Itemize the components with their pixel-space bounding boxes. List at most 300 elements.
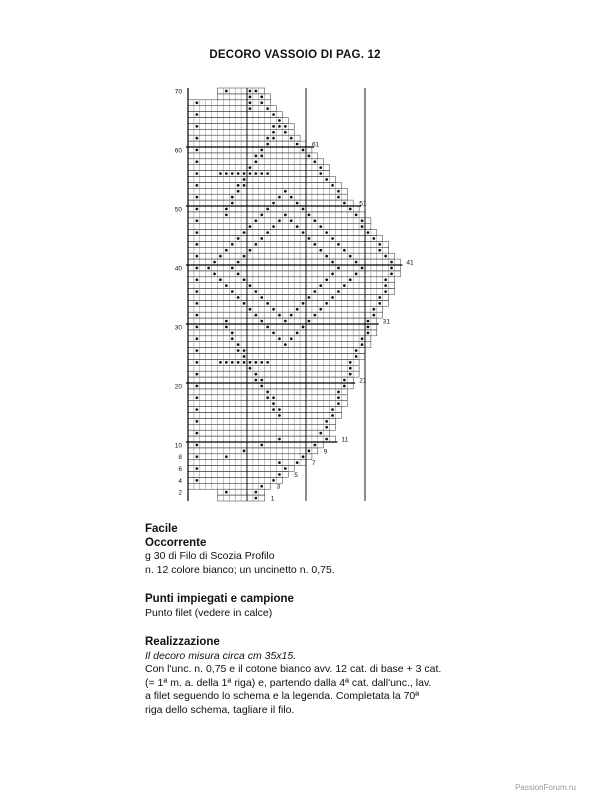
chart-row: [188, 365, 359, 371]
filled-cell-dot: [225, 320, 228, 323]
filled-cell-dot: [243, 355, 246, 358]
filled-cell-dot: [302, 302, 305, 305]
filled-cell-dot: [260, 320, 263, 323]
filled-cell-dot: [272, 131, 275, 134]
row-label-right: 11: [341, 436, 349, 444]
filled-cell-dot: [196, 408, 199, 411]
row-label-right: 51: [359, 200, 367, 208]
filled-cell-dot: [278, 461, 281, 464]
chart-row: [188, 454, 312, 460]
filled-cell-dot: [255, 314, 258, 317]
filled-cell-dot: [255, 497, 258, 500]
chart-row: [188, 371, 359, 377]
chart-row: [188, 118, 288, 124]
filled-cell-dot: [255, 373, 258, 376]
filled-cell-dot: [255, 290, 258, 293]
filled-cell-dot: [260, 361, 263, 364]
row-label-right: 3: [276, 483, 281, 491]
filled-cell-dot: [272, 332, 275, 335]
filled-cell-dot: [196, 361, 199, 364]
filled-cell-dot: [290, 219, 293, 222]
filled-cell-dot: [249, 107, 252, 110]
filled-cell-dot: [266, 172, 269, 175]
filled-cell-dot: [249, 361, 252, 364]
filled-cell-dot: [196, 326, 199, 329]
filled-cell-dot: [325, 426, 328, 429]
filled-cell-dot: [278, 414, 281, 417]
filled-cell-dot: [355, 349, 358, 352]
filled-cell-dot: [213, 273, 216, 276]
filled-cell-dot: [302, 149, 305, 152]
filled-cell-dot: [266, 361, 269, 364]
filled-cell-dot: [284, 214, 287, 217]
filled-cell-dot: [196, 444, 199, 447]
filled-cell-dot: [207, 267, 210, 270]
row-label-right: 1: [270, 495, 275, 503]
filled-cell-dot: [260, 485, 263, 488]
filled-cell-dot: [237, 349, 240, 352]
filled-cell-dot: [196, 396, 199, 399]
filled-cell-dot: [272, 308, 275, 311]
chart-row: [188, 253, 395, 259]
filled-cell-dot: [196, 349, 199, 352]
filled-cell-dot: [331, 296, 334, 299]
filled-cell-dot: [255, 172, 258, 175]
filled-cell-dot: [249, 166, 252, 169]
filled-cell-dot: [272, 225, 275, 228]
filled-cell-dot: [196, 149, 199, 152]
filled-cell-dot: [196, 101, 199, 104]
filled-cell-dot: [225, 326, 228, 329]
chart-row: [188, 442, 324, 448]
filled-cell-dot: [337, 396, 340, 399]
filled-cell-dot: [243, 361, 246, 364]
filled-cell-dot: [302, 208, 305, 211]
size-note: Il decoro misura circa cm 35x15.: [145, 649, 297, 662]
filled-cell-dot: [196, 125, 199, 128]
filled-cell-dot: [249, 96, 252, 99]
materials-heading: Occorrente: [145, 536, 207, 549]
filled-cell-dot: [343, 284, 346, 287]
filled-cell-dot: [349, 208, 352, 211]
filled-cell-dot: [302, 231, 305, 234]
filled-cell-dot: [196, 208, 199, 211]
filled-cell-dot: [278, 408, 281, 411]
filled-cell-dot: [314, 219, 317, 222]
filled-cell-dot: [349, 367, 352, 370]
filled-cell-dot: [196, 432, 199, 435]
row-label-right: 41: [406, 259, 414, 267]
row-label-left: 20: [174, 383, 182, 391]
filled-cell-dot: [196, 184, 199, 187]
chart-row: [188, 359, 359, 365]
filled-cell-dot: [296, 308, 299, 311]
filled-cell-dot: [331, 237, 334, 240]
chart-row: [188, 106, 277, 112]
filled-cell-dot: [219, 278, 222, 281]
filled-cell-dot: [337, 267, 340, 270]
row-label-right: 5: [294, 471, 298, 479]
filled-cell-dot: [243, 172, 246, 175]
filled-cell-dot: [367, 332, 370, 335]
chart-row: [188, 424, 336, 430]
filled-cell-dot: [219, 255, 222, 258]
filled-cell-dot: [260, 155, 263, 158]
filled-cell-dot: [249, 284, 252, 287]
filled-cell-dot: [225, 361, 228, 364]
chart-row: [188, 342, 371, 348]
filled-cell-dot: [243, 302, 246, 305]
filled-cell-dot: [237, 296, 240, 299]
filled-cell-dot: [349, 278, 352, 281]
filled-cell-dot: [361, 337, 364, 340]
row-label-left: 6: [178, 466, 182, 473]
filled-cell-dot: [243, 450, 246, 453]
filled-cell-dot: [237, 172, 240, 175]
filled-cell-dot: [237, 184, 240, 187]
filled-cell-dot: [196, 267, 199, 270]
instructions-heading: Realizzazione: [145, 636, 220, 648]
filled-cell-dot: [266, 396, 269, 399]
filled-cell-dot: [314, 160, 317, 163]
filled-cell-dot: [367, 231, 370, 234]
filled-cell-dot: [196, 479, 199, 482]
filled-cell-dot: [266, 208, 269, 211]
filled-cell-dot: [225, 172, 228, 175]
filled-cell-dot: [302, 455, 305, 458]
filled-cell-dot: [272, 396, 275, 399]
filled-cell-dot: [319, 308, 322, 311]
filled-cell-dot: [196, 337, 199, 340]
filled-cell-dot: [290, 196, 293, 199]
filled-cell-dot: [314, 314, 317, 317]
filled-cell-dot: [343, 202, 346, 205]
filled-cell-dot: [325, 231, 328, 234]
row-label-left: 70: [174, 88, 182, 96]
row-label-left: 10: [174, 442, 182, 450]
filled-cell-dot: [337, 190, 340, 193]
filled-cell-dot: [255, 219, 258, 222]
filled-cell-dot: [225, 90, 228, 93]
filled-cell-dot: [272, 125, 275, 128]
filled-cell-dot: [231, 361, 234, 364]
row-label-left: 8: [178, 454, 182, 462]
filled-cell-dot: [249, 249, 252, 252]
chart-row: [188, 188, 347, 194]
row-label-right: 7: [312, 460, 316, 468]
filled-cell-dot: [355, 261, 358, 264]
filled-cell-dot: [296, 332, 299, 335]
filled-cell-dot: [378, 243, 381, 246]
filled-cell-dot: [361, 225, 364, 228]
filled-cell-dot: [284, 131, 287, 134]
filled-cell-dot: [355, 214, 358, 217]
chart-row: [188, 283, 395, 289]
filled-cell-dot: [331, 414, 334, 417]
filled-cell-dot: [231, 172, 234, 175]
filled-cell-dot: [284, 343, 287, 346]
filled-cell-dot: [260, 96, 263, 99]
filled-cell-dot: [325, 255, 328, 258]
filled-cell-dot: [260, 237, 263, 240]
chart-row: [188, 472, 288, 478]
filled-cell-dot: [384, 278, 387, 281]
filled-cell-dot: [325, 420, 328, 423]
filled-cell-dot: [337, 391, 340, 394]
filled-cell-dot: [255, 155, 258, 158]
filled-cell-dot: [278, 119, 281, 122]
row-label-right: 61: [312, 141, 320, 149]
filled-cell-dot: [237, 273, 240, 276]
filled-cell-dot: [290, 314, 293, 317]
filled-cell-dot: [349, 373, 352, 376]
filled-cell-dot: [196, 302, 199, 305]
row-label-left: 30: [174, 324, 182, 332]
filled-cell-dot: [349, 255, 352, 258]
chart-row: [188, 277, 395, 283]
filled-cell-dot: [296, 143, 299, 146]
row-label-right: 21: [359, 377, 367, 385]
filled-cell-dot: [249, 308, 252, 311]
filled-cell-dot: [243, 178, 246, 181]
filled-cell-dot: [196, 219, 199, 222]
filled-cell-dot: [225, 455, 228, 458]
filled-cell-dot: [266, 302, 269, 305]
filled-cell-dot: [266, 107, 269, 110]
filled-cell-dot: [319, 432, 322, 435]
filled-cell-dot: [373, 314, 376, 317]
filled-cell-dot: [196, 231, 199, 234]
filled-cell-dot: [308, 214, 311, 217]
chart-row: [188, 289, 395, 295]
chart-row: [188, 224, 371, 230]
filled-cell-dot: [290, 137, 293, 140]
filled-cell-dot: [219, 361, 222, 364]
filled-cell-dot: [196, 172, 199, 175]
chart-row: [188, 436, 336, 442]
filled-cell-dot: [243, 231, 246, 234]
filled-cell-dot: [237, 343, 240, 346]
filled-cell-dot: [225, 208, 228, 211]
filled-cell-dot: [237, 190, 240, 193]
filled-cell-dot: [272, 402, 275, 405]
filled-cell-dot: [237, 361, 240, 364]
row-label-right: 31: [382, 318, 391, 326]
instructions-section: [145, 636, 565, 717]
filled-cell-dot: [237, 237, 240, 240]
filled-cell-dot: [266, 137, 269, 140]
filled-cell-dot: [331, 184, 334, 187]
filled-cell-dot: [296, 461, 299, 464]
filled-cell-dot: [196, 196, 199, 199]
chart-row: [188, 401, 347, 407]
filled-cell-dot: [284, 320, 287, 323]
filled-cell-dot: [308, 320, 311, 323]
filled-cell-dot: [319, 249, 322, 252]
row-label-left: 4: [178, 477, 182, 485]
materials-line-2: n. 12 colore bianco; un uncinetto n. 0,75.: [145, 563, 335, 576]
instructions-line-4: riga dello schema, tagliare il filo.: [145, 703, 295, 716]
filled-cell-dot: [373, 308, 376, 311]
filled-cell-dot: [255, 379, 258, 382]
filled-cell-dot: [337, 402, 340, 405]
filled-cell-dot: [331, 408, 334, 411]
filled-cell-dot: [231, 332, 234, 335]
filled-cell-dot: [325, 438, 328, 441]
filled-cell-dot: [260, 214, 263, 217]
filled-cell-dot: [272, 479, 275, 482]
filled-cell-dot: [343, 385, 346, 388]
filled-cell-dot: [337, 290, 340, 293]
filled-cell-dot: [278, 473, 281, 476]
filled-cell-dot: [337, 196, 340, 199]
filled-cell-dot: [284, 190, 287, 193]
filled-cell-dot: [278, 337, 281, 340]
filled-cell-dot: [196, 314, 199, 317]
filled-cell-dot: [278, 196, 281, 199]
filled-cell-dot: [225, 491, 228, 494]
filled-cell-dot: [272, 137, 275, 140]
filled-cell-dot: [378, 302, 381, 305]
filled-cell-dot: [384, 290, 387, 293]
filled-cell-dot: [196, 160, 199, 163]
filled-cell-dot: [314, 444, 317, 447]
filled-cell-dot: [196, 137, 199, 140]
chart-row: [188, 312, 383, 318]
chart-row: [188, 206, 359, 212]
filled-cell-dot: [231, 337, 234, 340]
filled-cell-dot: [373, 237, 376, 240]
filled-cell-dot: [325, 278, 328, 281]
filled-cell-dot: [219, 172, 222, 175]
filled-cell-dot: [361, 343, 364, 346]
filled-cell-dot: [196, 455, 199, 458]
page-title: DECORO VASSOIO DI PAG. 12: [209, 49, 381, 61]
filled-cell-dot: [260, 296, 263, 299]
chart-row: [188, 306, 383, 312]
filled-cell-dot: [390, 273, 393, 276]
filled-cell-dot: [255, 243, 258, 246]
filled-cell-dot: [272, 408, 275, 411]
chart-grid: [188, 88, 400, 501]
filled-cell-dot: [243, 184, 246, 187]
filled-cell-dot: [325, 178, 328, 181]
filled-cell-dot: [243, 349, 246, 352]
filled-cell-dot: [260, 101, 263, 104]
row-label-right: 9: [323, 448, 328, 456]
stitches-section: [145, 593, 565, 620]
materials-section: [145, 523, 565, 577]
filled-cell-dot: [196, 255, 199, 258]
watermark: PassionForum.ru: [515, 783, 576, 792]
filled-cell-dot: [343, 379, 346, 382]
filled-cell-dot: [284, 125, 287, 128]
stitches-line-1: Punto filet (vedere in calce): [145, 606, 273, 619]
filled-cell-dot: [367, 320, 370, 323]
chart-row: [188, 135, 300, 141]
filled-cell-dot: [266, 143, 269, 146]
filled-cell-dot: [308, 450, 311, 453]
filled-cell-dot: [260, 149, 263, 152]
filled-cell-dot: [243, 255, 246, 258]
filled-cell-dot: [260, 379, 263, 382]
filled-cell-dot: [266, 326, 269, 329]
filled-cell-dot: [237, 261, 240, 264]
filled-cell-dot: [255, 90, 258, 93]
filled-cell-dot: [196, 113, 199, 116]
filled-cell-dot: [272, 202, 275, 205]
chart-row: [188, 177, 336, 183]
filled-cell-dot: [266, 391, 269, 394]
filled-cell-dot: [255, 160, 258, 163]
filled-cell-dot: [196, 373, 199, 376]
filled-cell-dot: [314, 243, 317, 246]
chart-row: [188, 418, 336, 424]
filled-cell-dot: [196, 385, 199, 388]
filled-cell-dot: [355, 355, 358, 358]
instructions-line-3: a filet seguendo lo schema e la legenda. Completata la 70ª: [145, 690, 420, 702]
filled-cell-dot: [231, 243, 234, 246]
filled-cell-dot: [355, 273, 358, 276]
filled-cell-dot: [302, 326, 305, 329]
filled-cell-dot: [337, 243, 340, 246]
filled-cell-dot: [278, 314, 281, 317]
filled-cell-dot: [243, 278, 246, 281]
stitches-heading: Punti impiegati e campione: [145, 593, 294, 605]
filled-cell-dot: [314, 290, 317, 293]
filled-cell-dot: [196, 467, 199, 470]
filled-cell-dot: [231, 290, 234, 293]
filled-cell-dot: [390, 261, 393, 264]
filled-cell-dot: [319, 172, 322, 175]
filled-cell-dot: [196, 420, 199, 423]
filled-cell-dot: [266, 231, 269, 234]
filled-cell-dot: [249, 90, 252, 93]
filled-cell-dot: [308, 155, 311, 158]
filled-cell-dot: [260, 172, 263, 175]
filled-cell-dot: [231, 202, 234, 205]
filled-cell-dot: [196, 243, 199, 246]
filled-cell-dot: [378, 249, 381, 252]
filled-cell-dot: [213, 261, 216, 264]
filled-cell-dot: [249, 225, 252, 228]
filled-cell-dot: [278, 438, 281, 441]
filled-cell-dot: [331, 273, 334, 276]
filled-cell-dot: [378, 296, 381, 299]
filled-cell-dot: [367, 326, 370, 329]
filled-cell-dot: [196, 278, 199, 281]
row-label-left: 2: [178, 489, 182, 497]
filled-cell-dot: [361, 267, 364, 270]
filled-cell-dot: [384, 255, 387, 258]
row-label-left: 60: [174, 147, 182, 155]
row-label-left: 40: [174, 265, 182, 273]
materials-line-1: g 30 di Filo di Scozia Profilo: [145, 550, 275, 562]
filled-cell-dot: [249, 367, 252, 370]
filled-cell-dot: [225, 214, 228, 217]
filled-cell-dot: [231, 267, 234, 270]
filled-cell-dot: [284, 467, 287, 470]
chart-row: [188, 147, 312, 153]
instructions-line-1: Con l'unc. n. 0,75 e il cotone bianco avv. 12 cat. di base + 3 cat.: [145, 663, 442, 675]
chart-row: [188, 236, 383, 242]
filled-cell-dot: [361, 219, 364, 222]
filled-cell-dot: [272, 113, 275, 116]
filled-cell-dot: [331, 261, 334, 264]
instructions-line-2: (= 1ª m. a. della 1ª riga) e, partendo dalla 4ª cat. dall'unc., lav.: [145, 676, 432, 689]
filled-cell-dot: [225, 249, 228, 252]
chart-row: [188, 194, 347, 200]
